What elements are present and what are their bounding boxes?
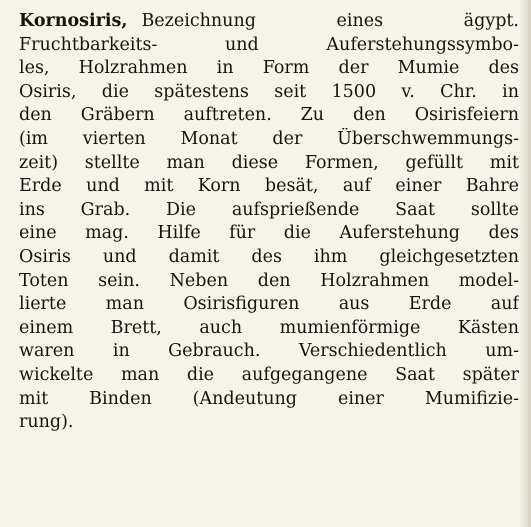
entry-line: Toten sein. Neben den Holzrahmen model- (19, 270, 519, 291)
entry-line: Osiris, die spätestens seit 1500 v. Chr. in (19, 81, 519, 102)
entry-line: einem Brett, auch mumienförmige Kästen (19, 317, 519, 338)
entry-line: eine mag. Hilfe für die Auferstehung des (19, 223, 519, 244)
lexicon-entry (19, 10, 519, 435)
entry-line: les, Holzrahmen in Form der Mumie des (19, 58, 519, 79)
entry-line: mit Binden (Andeutung einer Mumifizie- (19, 388, 519, 409)
entry-line: Osiris und damit des ihm gleichgesetzten (19, 246, 519, 267)
entry-line: wickelte man die aufgegangene Saat später (19, 364, 519, 385)
entry-line: den Gräbern auftreten. Zu den Osirisfeiern (19, 105, 519, 126)
entry-line: Erde und mit Korn besät, auf einer Bahre (19, 176, 519, 197)
entry-line-text: Bezeichnung eines ägypt. (141, 11, 519, 31)
page-edge-shadow (519, 0, 531, 527)
entry-line: waren in Gebrauch. Verschiedentlich um- (19, 341, 519, 362)
entry-line: Fruchtbarkeits- und Auferstehungssymbo- (19, 34, 519, 55)
entry-line: lierte man Osirisfiguren aus Erde auf (19, 294, 519, 315)
entry-line: ins Grab. Die aufsprießende Saat sollte (19, 199, 519, 220)
entry-line: zeit) stellte man diese Formen, gefüllt mit (19, 152, 519, 173)
entry-line: (im vierten Monat der Überschwemmungs- (19, 128, 519, 149)
entry-line (19, 10, 519, 34)
entry-headword: Kornosiris, (19, 11, 128, 31)
entry-line: rung). (19, 412, 74, 433)
